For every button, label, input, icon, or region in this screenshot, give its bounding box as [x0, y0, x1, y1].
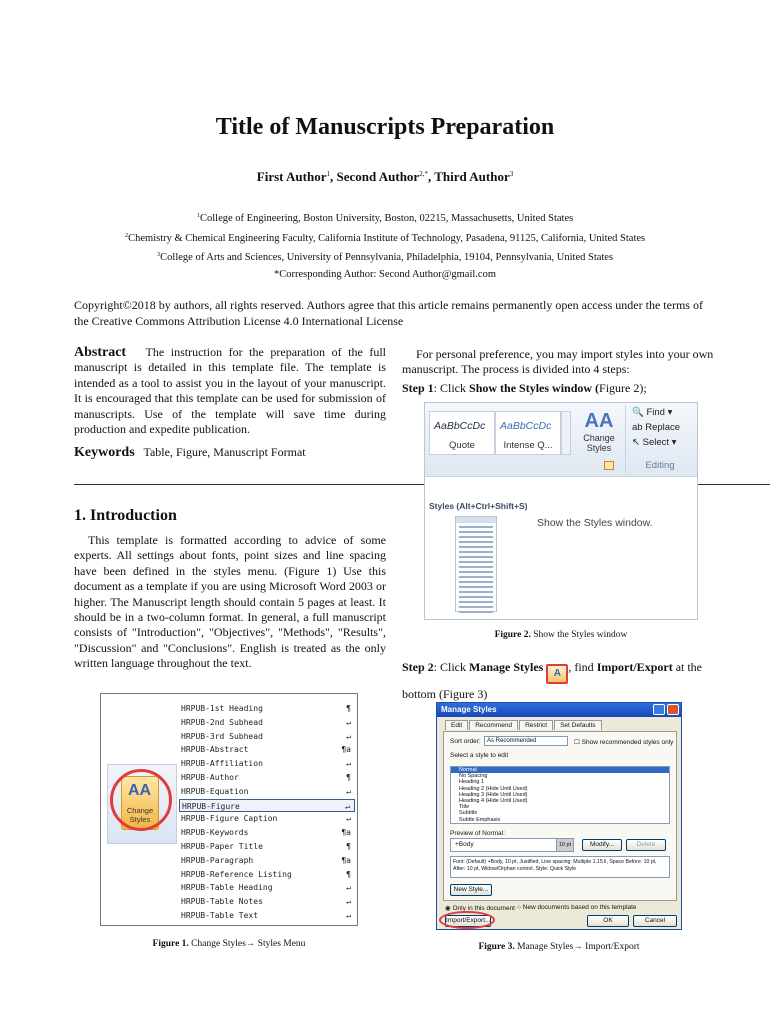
- author-name: Second Author: [336, 169, 420, 184]
- delete-button[interactable]: Delete: [626, 839, 666, 851]
- keywords-heading: Keywords: [74, 445, 135, 460]
- style-list-item[interactable]: Normal: [451, 767, 669, 773]
- author-superscript: 3: [509, 170, 514, 178]
- styles-menu-item[interactable]: HRPUB-Abstract ¶a: [179, 743, 355, 757]
- keywords-text: Table, Figure, Manuscript Format: [143, 445, 306, 459]
- modify-button[interactable]: Modify...: [582, 839, 622, 851]
- style-list-item[interactable]: Subtitle: [459, 810, 478, 817]
- cursor-icon: ↖: [632, 437, 640, 448]
- replace-icon: ab: [632, 422, 643, 433]
- styles-menu-item[interactable]: HRPUB-Paper Title ¶: [179, 840, 355, 854]
- quick-styles-scrollbar[interactable]: [561, 411, 571, 455]
- paragraph-mark-icon: ¶: [346, 869, 351, 879]
- section-heading-introduction: 1. Introduction: [74, 507, 177, 524]
- ok-button[interactable]: OK: [587, 915, 629, 927]
- abstract-text: The instruction for the preparation of the full manuscript is detailed in this template file. The template is intended as a tool to assist you in the layout of your manuscript. It is encouraged that this template can be used for submission of manuscripts. Use of the template will save time during production and expedite publication.: [74, 345, 386, 437]
- abstract-heading: Abstract: [74, 345, 127, 360]
- change-styles-button[interactable]: [575, 409, 623, 459]
- styles-menu-item[interactable]: HRPUB-Equation ↵: [179, 785, 355, 799]
- tab-restrict[interactable]: Restrict: [519, 720, 553, 730]
- style-description: Font: (Default) +Body, 10 pt, Justified, Line spacing: Multiple 1.15 li, Space Before: 10 pt, After: 10 pt, Widow/Orphan control, Style: Quick Style: [450, 856, 670, 878]
- return-icon: ↵: [346, 759, 351, 769]
- sort-order-select[interactable]: As Recommended: [484, 736, 568, 746]
- figure-3-caption: Figure 3. Manage Styles→ Import/Export: [478, 942, 640, 952]
- paragraph-mark-icon: ¶: [346, 704, 351, 713]
- styles-menu: [179, 702, 355, 923]
- select-style-label: Select a style to edit: [450, 752, 509, 759]
- styles-menu-item[interactable]: HRPUB-Table Notes ↵: [179, 895, 355, 909]
- tab-edit[interactable]: Edit: [445, 720, 468, 730]
- import-styles-intro: For personal preference, you may import styles into your own manuscript. The process is divided into 4 steps:: [402, 347, 714, 377]
- corresponding-author: *Corresponding Author: Second Author@gmail.com: [274, 268, 496, 280]
- introduction-text: This template is formatted according to advice of some experts. All settings about fonts, point sizes and line spacing have been defined in the styles menu. (Figure 1) Use this document as a template if you are using Microsoft Word 2003 or higher. The Manuscript length should contain 5 pages at least. It should be in a two-column format. In general, a full manuscript consists of "Introduction", "Objectives", "Methods", "Results", "Discussion" and "Conclusions". English is treated as the only written language throughout the text.: [74, 533, 386, 671]
- quick-style-quote[interactable]: AaBbCcDc Quote: [429, 411, 495, 455]
- affiliation-line: $^2$Chemistry & Chemical Engineering Faculty, California Institute of Technology, Pasadena, 91125, California, United States: [124, 231, 646, 244]
- author-name: First Author: [256, 169, 327, 184]
- style-list-item[interactable]: Subtle Emphasis: [459, 816, 501, 823]
- styles-pane-thumbnail: [455, 516, 497, 612]
- style-list-item[interactable]: Title: [459, 804, 470, 811]
- highlight-circle: [110, 769, 172, 831]
- affiliation-line: $^1$College of Engineering, Boston University, Boston, 02215, Massachusetts, United States: [196, 212, 574, 224]
- return-icon: ↵: [346, 897, 351, 907]
- copyright-notice: Copyright©2018 by authors, all rights reserved. Authors agree that this article remains permanently open access under the terms of the Creative Commons Attribution License 4.0 International License: [74, 298, 703, 328]
- styles-menu-item[interactable]: HRPUB-1st Heading ¶: [179, 702, 355, 716]
- dialog-titlebar: Manage Styles: [437, 703, 681, 717]
- linked-style-icon: ¶a: [341, 828, 351, 838]
- cancel-button[interactable]: Cancel: [633, 915, 677, 927]
- preview-size-box: 10 pt: [556, 838, 574, 852]
- step-1-text: Step 1: Click Show the Styles window (Figure 2);: [402, 381, 647, 395]
- styles-pane-description: Show the Styles window.: [537, 517, 653, 529]
- styles-menu-item[interactable]: HRPUB-Table Heading ↵: [179, 881, 355, 895]
- styles-menu-item[interactable]: HRPUB-Keywords ¶a: [179, 826, 355, 840]
- figure-3-image: [436, 702, 682, 930]
- styles-menu-item[interactable]: HRPUB-Author ¶: [179, 771, 355, 785]
- styles-menu-item[interactable]: HRPUB-Table Text ↵: [179, 909, 355, 923]
- return-icon: ↵: [346, 717, 351, 727]
- figure-1-image: [100, 693, 358, 926]
- keywords: [74, 445, 386, 460]
- change-styles-label: Change Styles: [126, 806, 154, 824]
- show-recommended-checkbox[interactable]: ☐ Show recommended styles only: [574, 739, 674, 746]
- styles-menu-item[interactable]: HRPUB-3rd Subhead ↵: [179, 730, 355, 744]
- preview-label: Preview of Normal:: [450, 830, 505, 837]
- tab-recommend[interactable]: Recommend: [469, 720, 518, 730]
- styles-pane-title: Styles (Alt+Ctrl+Shift+S): [429, 501, 528, 511]
- figure-2-caption: Figure 2. Show the Styles window: [494, 630, 628, 640]
- paragraph-mark-icon: ¶: [346, 841, 351, 851]
- styles-menu-item-selected[interactable]: HRPUB-Figure ↵: [179, 799, 355, 813]
- binoculars-icon: 🔍: [632, 407, 644, 418]
- find-button[interactable]: 🔍 Find ▾: [632, 407, 673, 418]
- author-name: Third Author: [434, 169, 510, 184]
- style-list-item[interactable]: No Spacing: [459, 773, 488, 780]
- styles-list: [450, 766, 670, 824]
- author-superscript: 1: [326, 170, 330, 178]
- return-icon: ↵: [346, 731, 351, 741]
- help-icon[interactable]: [653, 704, 665, 715]
- author-superscript: 2,*: [419, 170, 428, 178]
- styles-menu-item[interactable]: HRPUB-Reference Listing ¶: [179, 868, 355, 882]
- paragraph-mark-icon: ¶: [346, 772, 351, 782]
- import-export-button[interactable]: Import/Export...: [445, 915, 491, 927]
- return-icon: ↵: [346, 883, 351, 893]
- styles-menu-item[interactable]: HRPUB-Paragraph ¶a: [179, 854, 355, 868]
- tab-set-defaults[interactable]: Set Defaults: [554, 720, 601, 730]
- styles-menu-item[interactable]: HRPUB-2nd Subhead ↵: [179, 716, 355, 730]
- dialog-body: [443, 731, 677, 901]
- style-list-item[interactable]: Heading 1: [459, 779, 485, 786]
- editing-group: [625, 405, 693, 473]
- return-icon: ↵: [346, 786, 351, 796]
- sort-order-label: Sort order:: [450, 738, 481, 745]
- radio-new-documents[interactable]: ○ New documents based on this template: [517, 904, 637, 911]
- highlight-oval: [439, 911, 495, 929]
- style-list-item[interactable]: Heading 3 (Hide Until Used): [459, 791, 528, 798]
- author-line: First Author$^1$, Second Author$^{2,*}$, Third Author$^3$: [256, 169, 514, 184]
- figure-1-caption: Figure 1. Change Styles→ Styles Menu: [152, 939, 306, 949]
- affiliations: [0, 208, 770, 283]
- paper-title: Title of Manuscripts Preparation: [215, 114, 555, 140]
- return-icon: ↵: [345, 801, 350, 811]
- editing-group-label: Editing: [645, 460, 675, 471]
- change-styles-icon: AA: [128, 782, 152, 799]
- abstract: [74, 345, 386, 437]
- quick-style-intense-quote[interactable]: AaBbCcDc Intense Q...: [495, 411, 561, 455]
- figure-2-image: [424, 402, 698, 620]
- linked-style-icon: ¶a: [341, 855, 351, 865]
- style-list-item[interactable]: Heading 2 (Hide Until Used): [459, 785, 528, 792]
- new-style-button[interactable]: New Style...: [450, 884, 492, 896]
- linked-style-icon: ¶a: [341, 745, 351, 755]
- styles-menu-item[interactable]: HRPUB-Affiliation ↵: [179, 757, 355, 771]
- affiliation-line: $^3$College of Arts and Sciences, University of Pennsylvania, Philadelphia, 19104, Pennsylvania, United States: [156, 251, 614, 263]
- change-styles-label: Change Styles: [583, 433, 615, 453]
- dialog-tabs: [445, 720, 603, 730]
- manage-styles-icon[interactable]: A: [546, 664, 568, 684]
- styles-dialog-launcher-icon[interactable]: [604, 461, 614, 470]
- close-icon[interactable]: [667, 704, 679, 715]
- style-list-item[interactable]: Heading 4 (Hide Until Used): [459, 797, 528, 804]
- preview-font-box: +Body: [450, 838, 572, 852]
- return-icon: ↵: [346, 814, 351, 824]
- styles-menu-item[interactable]: HRPUB-Figure Caption ↵: [179, 812, 355, 826]
- step-2-text: Step 2: Click Manage Styles A , find Import/Export at the bottom (Figure 3): [402, 660, 703, 701]
- change-styles-icon: AA: [584, 410, 614, 432]
- select-button[interactable]: ↖ Select ▾: [632, 437, 677, 448]
- replace-button[interactable]: ab Replace: [632, 422, 681, 433]
- radio-only-this-document[interactable]: ◉ Only in this document: [445, 905, 515, 912]
- return-icon: ↵: [346, 910, 351, 920]
